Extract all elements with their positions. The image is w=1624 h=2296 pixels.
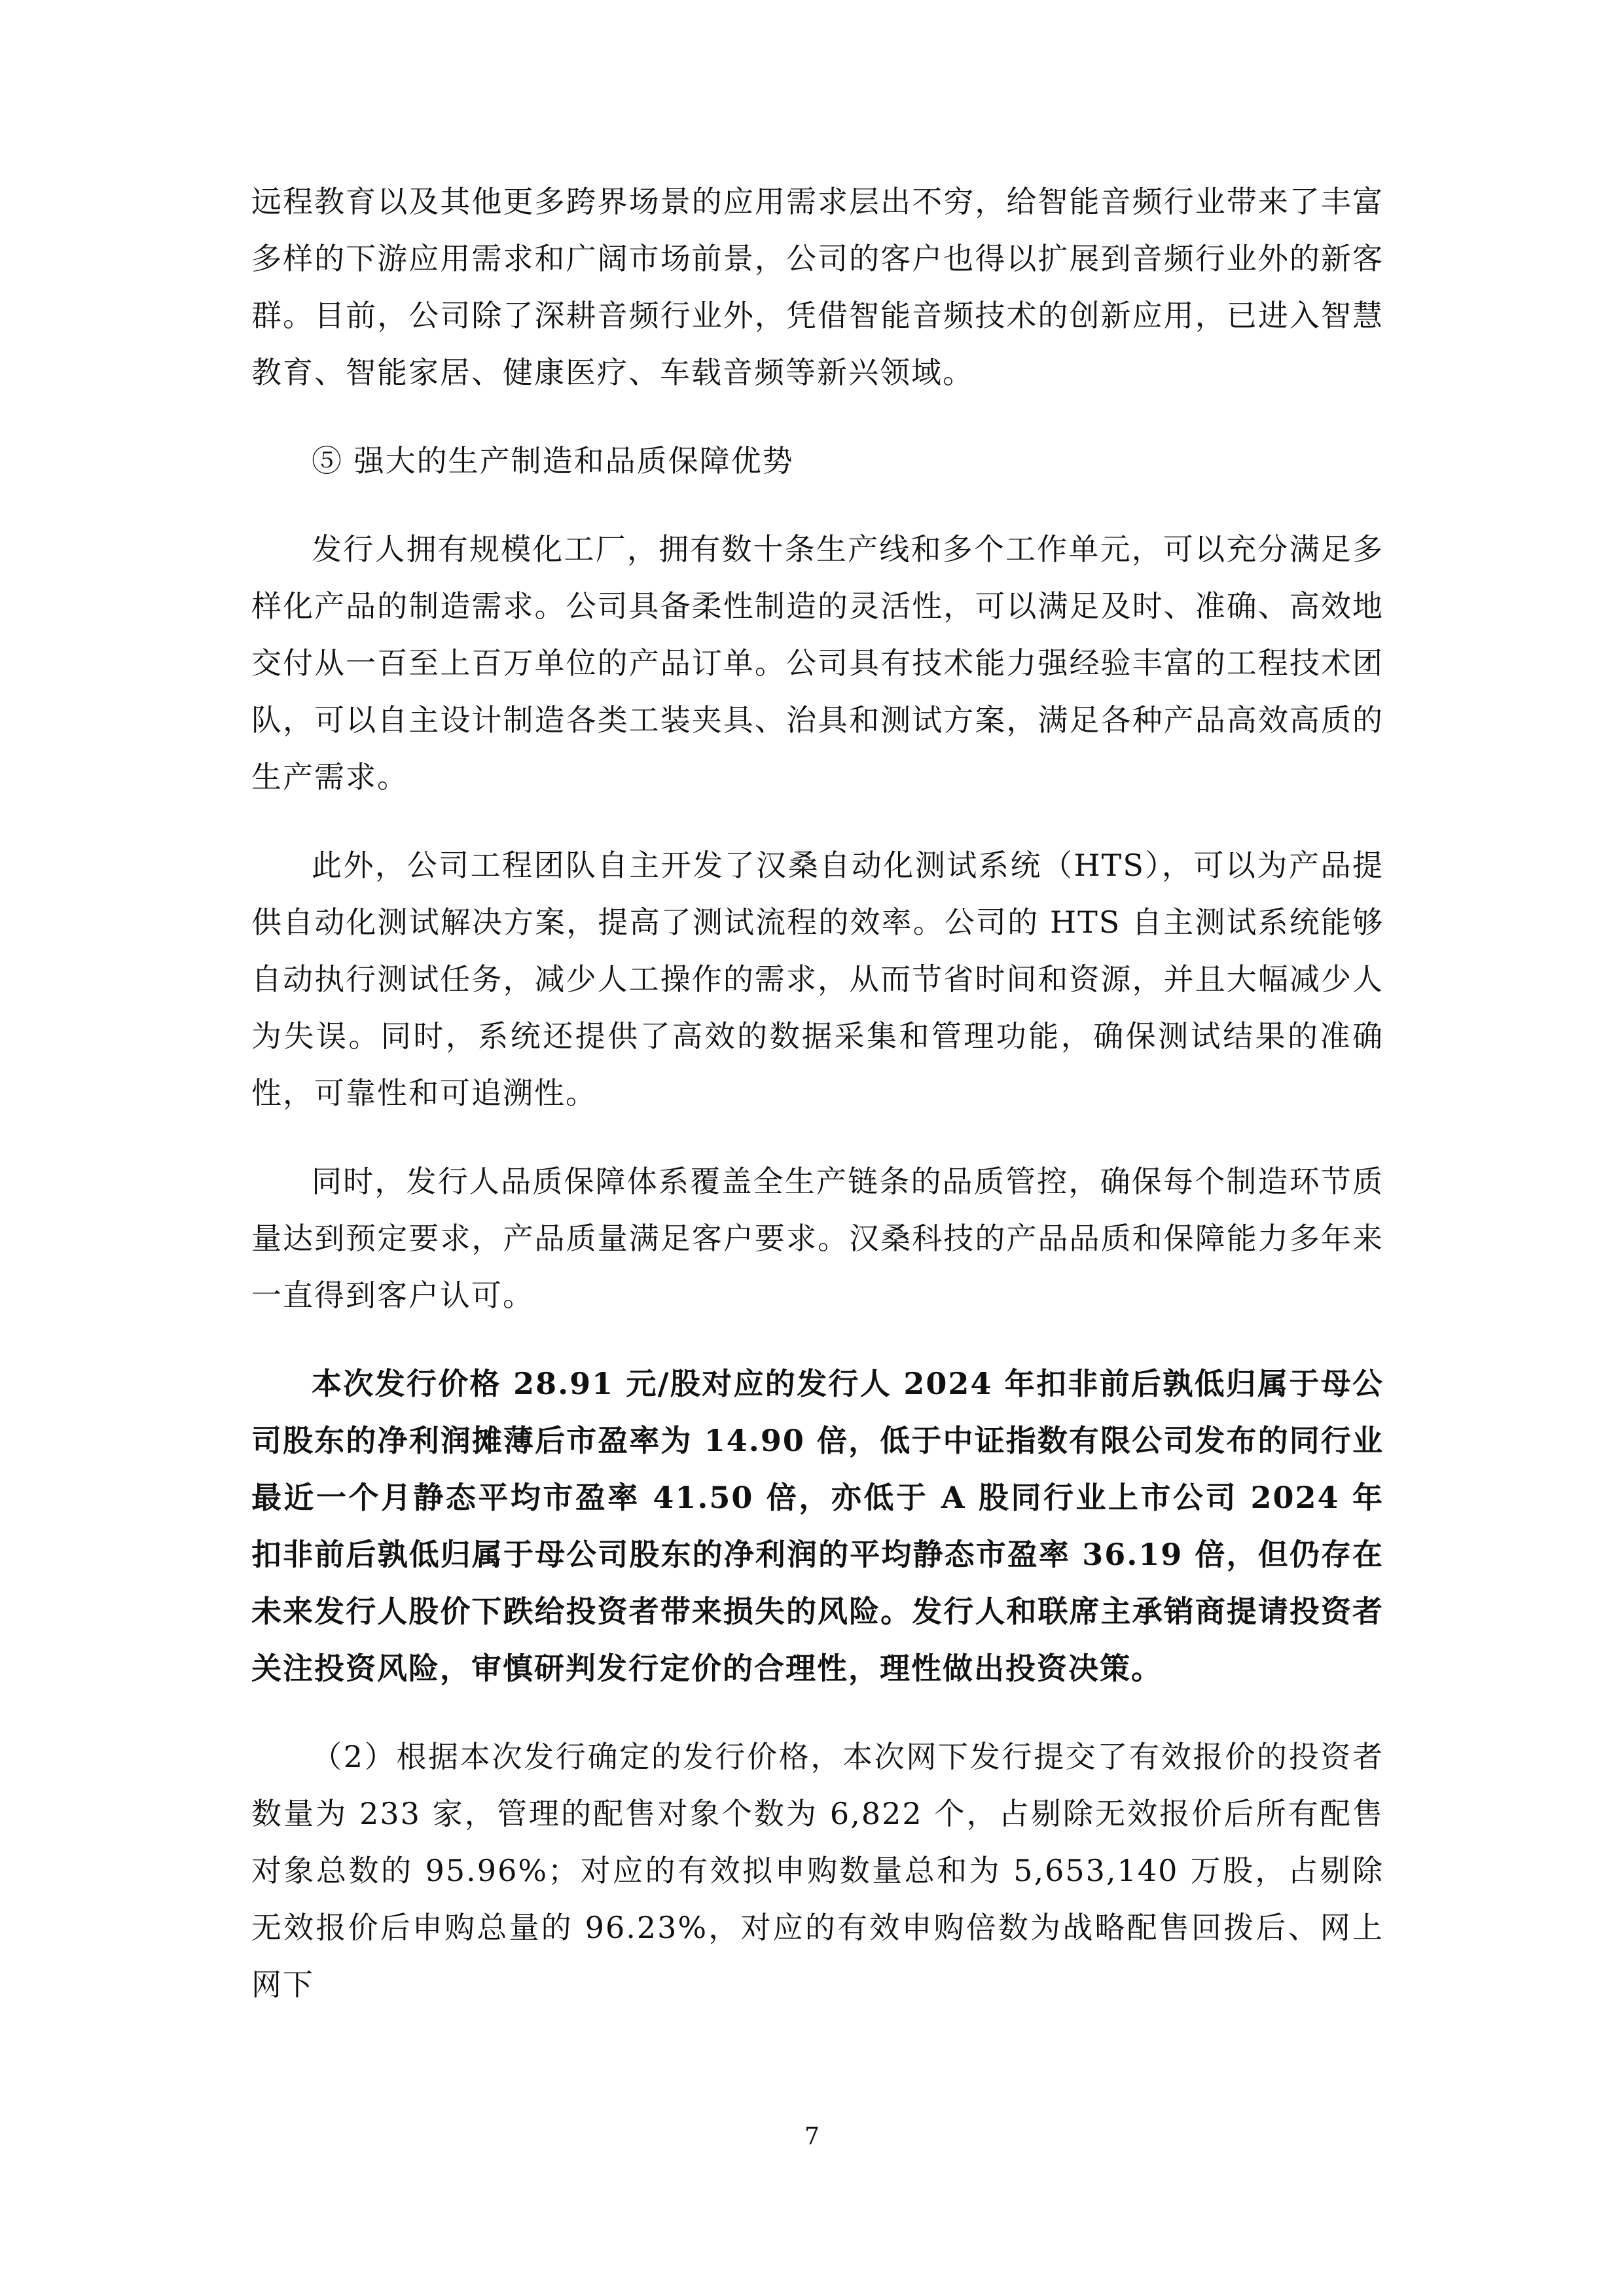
page-body xyxy=(251,173,1384,2013)
paragraph-offline-subscription: （2）根据本次发行确定的发行价格，本次网下发行提交了有效报价的投资者数量为 233 家，管理的配售对象个数为 6,822 个，占剔除无效报价后所有配售对象总数的 95.96%；对应的有效拟申购数量总和为 5,653,140 万股，占剔除无效报价后申购总量的 96.23%，对应的有效申购倍数为战略配售回拨后、网上网下 xyxy=(251,1739,1384,2002)
section-heading-manufacturing-quality: ⑤ 强大的生产制造和品质保障优势 xyxy=(312,443,794,478)
paragraph-continuation: 远程教育以及其他更多跨界场景的应用需求层出不穷，给智能音频行业带来了丰富多样的下游应用需求和广阔市场前景，公司的客户也得以扩展到音频行业外的新客群。目前，公司除了深耕音频行业外，凭借智能音频技术的创新应用，已进入智慧教育、智能家居、健康医疗、车载音频等新兴领域。 xyxy=(251,184,1384,390)
paragraph-risk-warning: 本次发行价格 28.91 元/股对应的发行人 2024 年扣非前后孰低归属于母公司股东的净利润摊薄后市盈率为 14.90 倍，低于中证指数有限公司发布的同行业最近一个月静态平均市盈率 41.50 倍，亦低于 A 股同行业上市公司 2024 年扣非前后孰低归属于母公司股东的净利润的平均静态市盈率 36.19 倍，但仍存在未来发行人股价下跌给投资者带来损失的风险。发行人和联席主承销商提请投资者关注投资风险，审慎研判发行定价的合理性，理性做出投资决策。 xyxy=(251,1366,1384,1686)
page-number: 7 xyxy=(804,2123,820,2150)
paragraph-quality-assurance: 同时，发行人品质保障体系覆盖全生产链条的品质管控，确保每个制造环节质量达到预定要求，产品质量满足客户要求。汉桑科技的产品品质和保障能力多年来一直得到客户认可。 xyxy=(251,1164,1384,1313)
paragraph-manufacturing: 发行人拥有规模化工厂，拥有数十条生产线和多个工作单元，可以充分满足多样化产品的制造需求。公司具备柔性制造的灵活性，可以满足及时、准确、高效地交付从一百至上百万单位的产品订单。公司具有技术能力强经验丰富的工程技术团队，可以自主设计制造各类工装夹具、治具和测试方案，满足各种产品高效高质的生产需求。 xyxy=(251,531,1384,795)
paragraph-hts-system: 此外，公司工程团队自主开发了汉桑自动化测试系统（HTS），可以为产品提供自动化测试解决方案，提高了测试流程的效率。公司的 HTS 自主测试系统能够自动执行测试任务，减少人工操作的需求，从而节省时间和资源，并且大幅减少人为失误。同时，系统还提供了高效的数据采集和管理功能，确保测试结果的准确性，可靠性和可追溯性。 xyxy=(251,848,1384,1111)
